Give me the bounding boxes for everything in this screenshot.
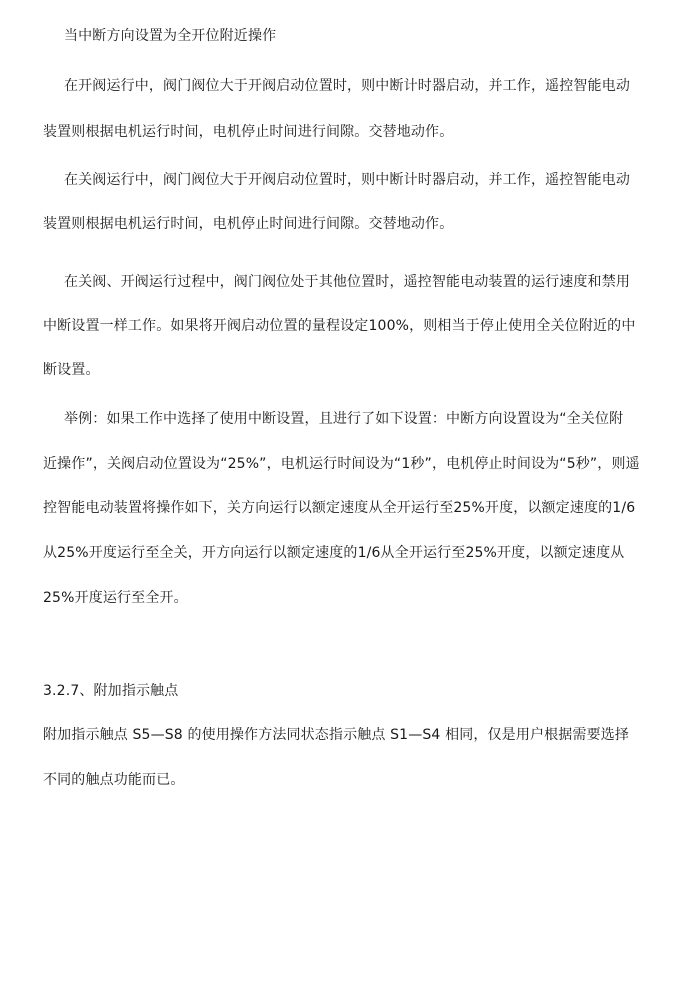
section-heading-3-2-7: 3.2.7、附加指示触点	[43, 683, 179, 699]
paragraph-other-position-line-2: 中断设置一样工作。如果将开阀启动位置的量程设定100%，则相当于停止使用全关位附近的中	[43, 318, 636, 334]
paragraph-example-line-5: 25%开度运行至全开。	[43, 590, 188, 606]
paragraph-additional-contacts-line-1: 附加指示触点 S5—S8 的使用操作方法同状态指示触点 S1—S4 相同，仅是用户根据需要选择	[43, 727, 630, 743]
paragraph-close-valve-line-2: 装置则根据电机运行时间，电机停止时间进行间隙。交替地动作。	[43, 216, 454, 232]
paragraph-open-valve-line-1: 在开阀运行中，阀门阀位大于开阀启动位置时，则中断计时器启动，并工作，遥控智能电动	[64, 78, 630, 94]
paragraph-example-line-4: 从25%开度运行至全关，开方向运行以额定速度的1/6从全开运行至25%开度，以额定速度从	[43, 545, 625, 561]
paragraph-close-valve-line-1: 在关阀运行中，阀门阀位大于开阀启动位置时，则中断计时器启动，并工作，遥控智能电动	[64, 172, 630, 188]
paragraph-other-position-line-3: 断设置。	[43, 362, 100, 378]
paragraph-example-line-1: 举例：如果工作中选择了使用中断设置，且进行了如下设置：中断方向设置设为“全关位附	[64, 411, 624, 427]
paragraph-example-line-2: 近操作”，关阀启动位置设为“25%”，电机运行时间设为“1秒”，电机停止时间设为“5秒”，则遥	[43, 456, 640, 472]
section-heading-interrupt-direction: 当中断方向设置为全开位附近操作	[64, 28, 277, 44]
paragraph-example-line-3: 控智能电动装置将操作如下，关方向运行以额定速度从全开运行至25%开度，以额定速度的1/6	[43, 500, 636, 516]
paragraph-open-valve-line-2: 装置则根据电机运行时间，电机停止时间进行间隙。交替地动作。	[43, 124, 454, 140]
paragraph-other-position-line-1: 在关阀、开阀运行过程中，阀门阀位处于其他位置时，遥控智能电动装置的运行速度和禁用	[64, 274, 630, 290]
paragraph-additional-contacts-line-2: 不同的触点功能而已。	[43, 772, 185, 788]
